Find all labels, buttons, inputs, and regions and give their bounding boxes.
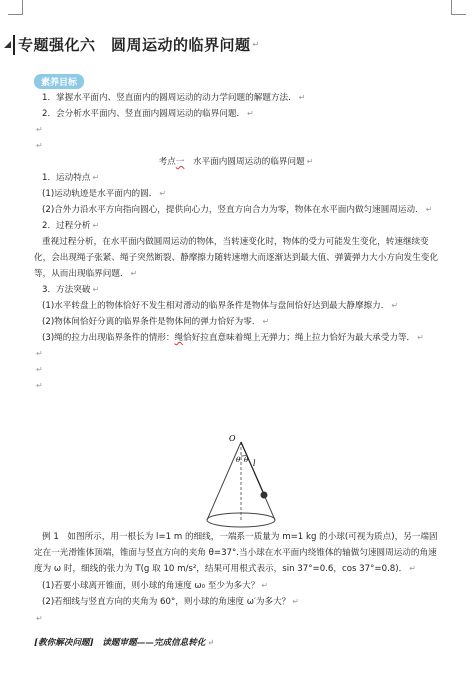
section-3-item-3: (3)绳的拉力出现临界条件的情形：绳恰好拉直意味着绳上无弹力；绳上拉力恰好为最大承受力等． ↵ — [42, 333, 424, 343]
key-point-heading: 考点一 水平面内圆周运动的临界问题 ↵ — [158, 157, 314, 167]
blank-line — [34, 138, 438, 154]
literacy-goals-badge: 素养目标 — [34, 74, 84, 89]
blank-line — [34, 611, 438, 628]
paragraph-mark-icon: ↵ — [92, 221, 100, 230]
cone-left-edge — [207, 442, 241, 520]
document-body — [34, 90, 438, 394]
section-1-item-2: (2)合外力沿水平方向指向圆心，提供向心力，竖直方向合力为零，物体在水平面内做匀速圆周运动． ↵ — [42, 205, 433, 215]
crop-mark-top-right — [451, 0, 466, 15]
section-2-heading: 2．过程分析 ↵ — [42, 221, 100, 231]
title-row — [4, 34, 259, 55]
section-1-item-1: (1)运动轨迹是水平面内的圆． ↵ — [42, 189, 167, 199]
example-1-question-1: (1)若要小球离开锥面，则小球的角速度 ω₀ 至少为多大？ ↵ — [42, 580, 269, 591]
paragraph-mark-icon: ↵ — [207, 637, 215, 647]
paragraph-mark-icon: ↵ — [130, 269, 138, 278]
paragraph-mark-icon: ↵ — [425, 205, 433, 214]
section-2-body: 重视过程分析，在水平面内做圆周运动的物体，当转速变化时，物体的受力可能发生变化，转速继续变化，会出现绳子张紧、绳子突然断裂、静摩擦力随转速增大而逐渐达到最大值、弹簧弹力大小方向发生变化等，从而出现临界问题． ↵ — [34, 237, 438, 279]
paragraph-mark-icon: ↵ — [36, 381, 43, 390]
page-title: 专题强化六 圆周运动的临界问题 — [18, 36, 251, 54]
badge-wrap — [34, 70, 84, 89]
string-label-l: l — [253, 459, 256, 468]
angle-label-theta-left: θ — [236, 456, 241, 464]
angle-label-theta-right: θ — [244, 456, 249, 464]
paragraph-mark-icon: ↵ — [409, 564, 416, 573]
paragraph-mark-icon: ↵ — [298, 93, 306, 102]
paragraph-mark-icon: ↵ — [262, 317, 270, 326]
example-1 — [34, 530, 438, 627]
paragraph-mark-icon: ↵ — [92, 173, 100, 182]
paragraph-mark-icon: ↵ — [252, 40, 260, 49]
paragraph-mark-icon: ↵ — [306, 157, 314, 166]
paragraph-mark-icon: ↵ — [36, 125, 43, 134]
paragraph-mark-icon: ↵ — [36, 365, 43, 374]
paragraph-mark-icon: ↵ — [261, 580, 269, 590]
cone-pendulum-figure — [196, 434, 286, 532]
section-3-heading: 3．方法突破 ↵ — [42, 285, 100, 295]
text-cursor — [13, 35, 15, 55]
paragraph-mark-icon: ↵ — [292, 597, 299, 606]
blank-line — [34, 122, 438, 138]
section-3-item-1: (1)水平转盘上的物体恰好不发生相对滑动的临界条件是物体与盘间恰好达到最大静摩擦力． ↵ — [42, 301, 399, 311]
example-1-stem: 例 1 如图所示，用一根长为 l=1 m 的细线，一端系一质量为 m=1 kg 的小球(可视为质点)，另一端固定在一光滑锥体顶端，锥面与竖直方向的夹角 θ=37°.当小球在水平面内绕锥体的轴做匀速圆周运动的角速度为 ω 时，细线的张力为 T(g 取 10 m/s²，结果可用根式表示，sin 37°=0.6，cos 37°=0.8)． ↵ — [34, 532, 438, 574]
goal-2: 2．会分析水平面内、竖直面内圆周运动的临界问题． ↵ — [42, 109, 254, 119]
example-1-question-2: (2)若细线与竖直方向的夹角为 60°，则小球的角速度 ω′为多大？ ↵ — [42, 597, 299, 607]
string-line — [241, 442, 263, 492]
paragraph-mark-icon: ↵ — [391, 301, 399, 310]
paragraph-mark-icon: ↵ — [417, 333, 424, 342]
blank-line — [34, 378, 438, 394]
vertex-label-o: O — [229, 434, 236, 443]
heading-marker-icon — [4, 41, 11, 48]
paragraph-mark-icon: ↵ — [36, 141, 43, 150]
section-1-heading: 1．运动特点 ↵ — [42, 173, 100, 183]
crop-mark-top-left — [8, 0, 23, 15]
method-footer: [教你解决问题] 读题审题——完成信息转化 ↵ — [34, 637, 215, 648]
ball — [261, 492, 268, 499]
paragraph-mark-icon: ↵ — [92, 285, 100, 294]
paragraph-mark-icon: ↵ — [36, 613, 43, 623]
paragraph-mark-icon: ↵ — [247, 109, 254, 118]
section-3-item-2: (2)物体间恰好分离的临界条件是物体间的弹力恰好为零． ↵ — [42, 317, 270, 327]
goal-1: 1．掌握水平面内、竖直面内的圆周运动的动力学问题的解题方法． ↵ — [42, 93, 306, 103]
paragraph-mark-icon: ↵ — [159, 189, 167, 198]
blank-line — [34, 362, 438, 378]
blank-line — [34, 346, 438, 362]
paragraph-mark-icon: ↵ — [36, 349, 43, 358]
